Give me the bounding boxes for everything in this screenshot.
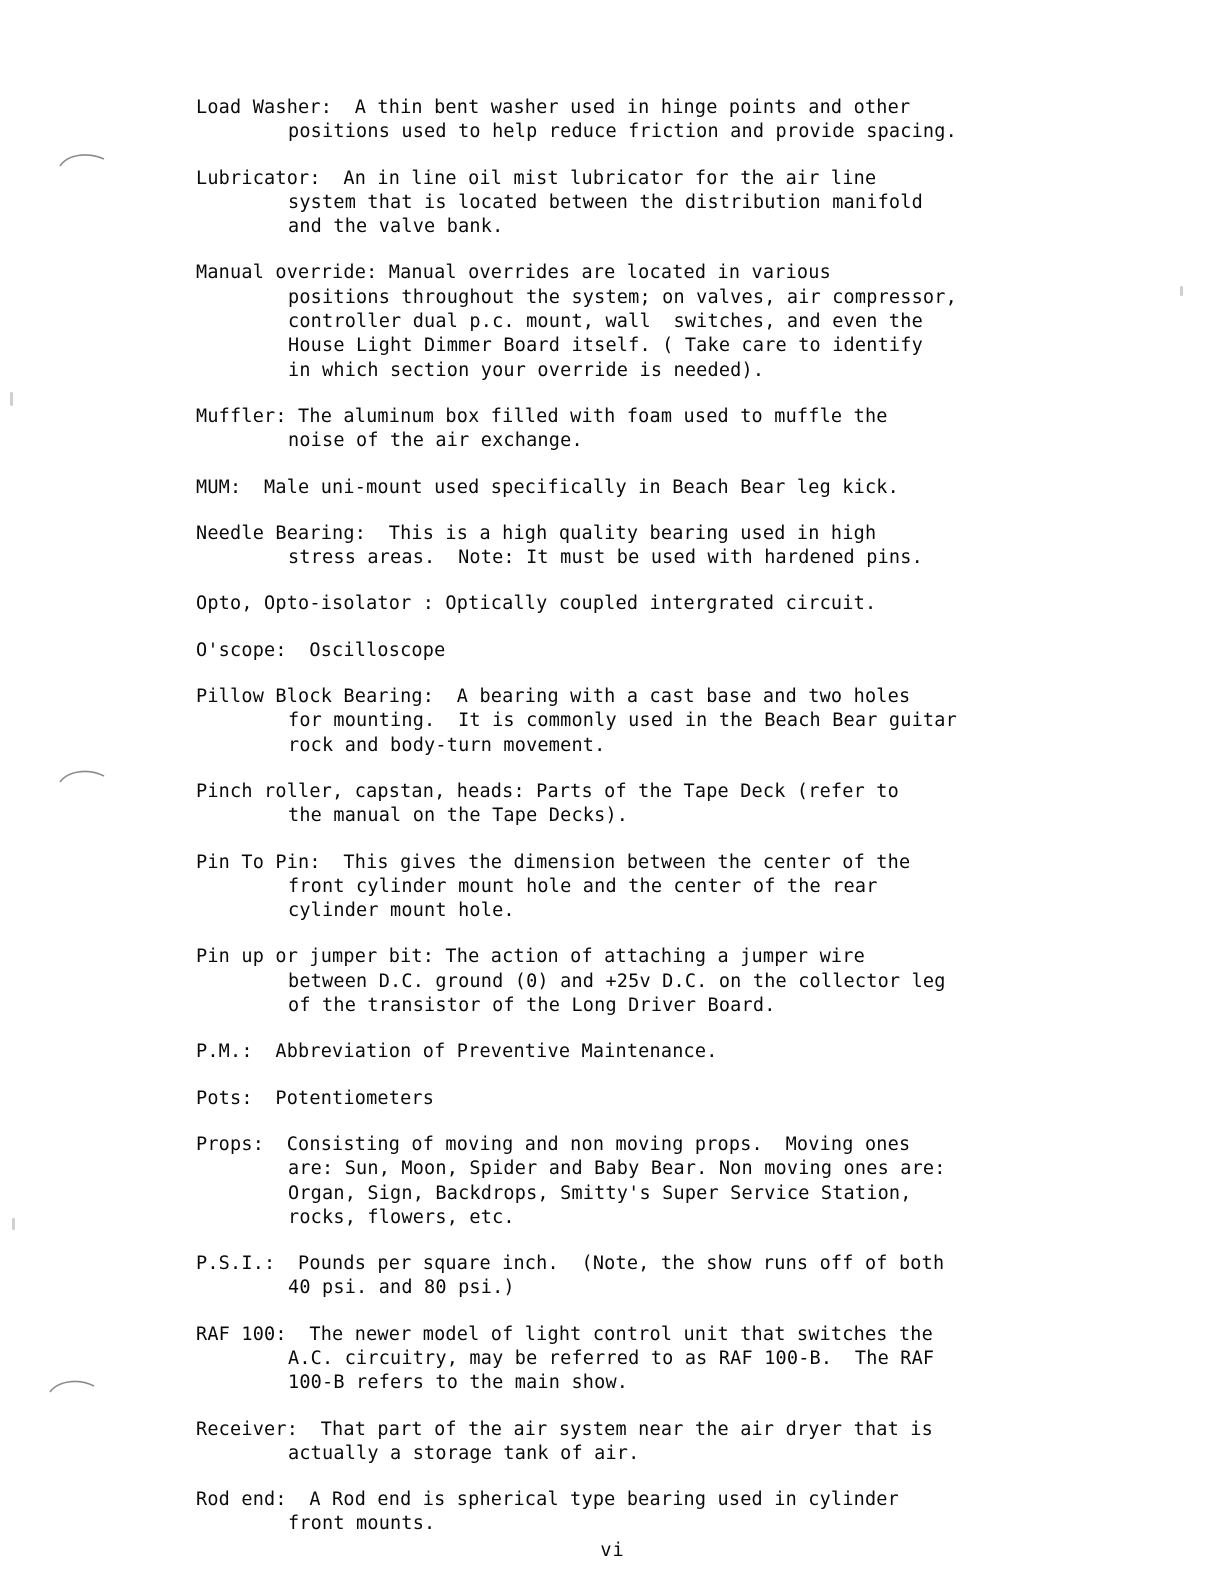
glossary-line: House Light Dimmer Board itself. ( Take care to identify	[288, 335, 923, 357]
page-curl-mark-icon	[58, 768, 106, 786]
glossary-line: Props: Consisting of moving and non moving props. Moving ones	[196, 1133, 911, 1155]
glossary-line: 100-B refers to the main show.	[288, 1372, 629, 1394]
glossary-line: actually a storage tank of air.	[288, 1442, 640, 1464]
glossary-entry-pillow-block-bearing	[196, 685, 1116, 758]
glossary-entry-opto-isolator	[196, 592, 1116, 616]
glossary-line: system that is located between the distribution manifold	[288, 191, 923, 213]
glossary-line: noise of the air exchange.	[288, 430, 583, 452]
glossary-line: P.M.: Abbreviation of Preventive Maintenance.	[196, 1041, 718, 1063]
page-curl-mark-icon	[58, 152, 106, 170]
glossary-line: Manual override: Manual overrides are located in various	[196, 262, 831, 284]
glossary-entry-pin-to-pin	[196, 851, 1116, 924]
glossary-line: Pinch roller, capstan, heads: Parts of the Tape Deck (refer to	[196, 780, 899, 802]
glossary-line: P.S.I.: Pounds per square inch. (Note, the show runs off of both	[196, 1253, 945, 1275]
glossary-line: cylinder mount hole.	[288, 900, 515, 922]
glossary-line: Opto, Opto-isolator : Optically coupled intergrated circuit.	[196, 593, 877, 615]
glossary-line: RAF 100: The newer model of light control unit that switches the	[196, 1323, 933, 1345]
glossary-entry-rod-end	[196, 1488, 1116, 1537]
glossary-line: Pillow Block Bearing: A bearing with a cast base and two holes	[196, 686, 911, 708]
glossary-entry-pinch-roller	[196, 780, 1116, 829]
glossary-line: controller dual p.c. mount, wall switches, and even the	[288, 311, 923, 333]
page-number: vi	[600, 1540, 625, 1561]
glossary-line: Pots: Potentiometers	[196, 1087, 435, 1109]
glossary-line: A.C. circuitry, may be referred to as RAF 100-B. The RAF	[288, 1347, 935, 1369]
glossary-line: are: Sun, Moon, Spider and Baby Bear. Non moving ones are:	[288, 1158, 946, 1180]
glossary-line: MUM: Male uni-mount used specifically in Beach Bear leg kick.	[196, 476, 899, 498]
glossary-line: front mounts.	[288, 1513, 436, 1535]
glossary-entry-props	[196, 1133, 1116, 1230]
glossary-line: stress areas. Note: It must be used with hardened pins.	[288, 547, 923, 569]
scan-speck	[1180, 286, 1183, 296]
glossary-entry-pm	[196, 1040, 1116, 1064]
glossary-line: Needle Bearing: This is a high quality bearing used in high	[196, 522, 877, 544]
glossary-line: 40 psi. and 80 psi.)	[288, 1277, 515, 1299]
glossary-entry-muffler	[196, 405, 1116, 454]
glossary-line: Pin To Pin: This gives the dimension between the center of the	[196, 851, 911, 873]
glossary-line: for mounting. It is commonly used in the Beach Bear guitar	[288, 710, 957, 732]
glossary-line: positions used to help reduce friction and provide spacing.	[288, 121, 957, 143]
glossary-line: Rod end: A Rod end is spherical type bearing used in cylinder	[196, 1489, 899, 1511]
glossary-line: Pin up or jumper bit: The action of attaching a jumper wire	[196, 946, 865, 968]
glossary-line: Receiver: That part of the air system near the air dryer that is	[196, 1418, 933, 1440]
glossary-line: Lubricator: An in line oil mist lubricator for the air line	[196, 167, 877, 189]
scan-speck	[10, 392, 13, 406]
glossary-line: between D.C. ground (0) and +25v D.C. on the collector leg	[288, 970, 946, 992]
glossary-entry-pots	[196, 1087, 1116, 1111]
glossary-line: the manual on the Tape Decks).	[288, 805, 629, 827]
page-curl-mark-icon	[48, 1378, 96, 1396]
glossary-line: front cylinder mount hole and the center of the rear	[288, 875, 878, 897]
glossary-line: Load Washer: A thin bent washer used in hinge points and other	[196, 97, 911, 118]
glossary-line: rocks, flowers, etc.	[288, 1206, 515, 1228]
glossary-entry-mum	[196, 476, 1116, 500]
scan-speck	[12, 1218, 15, 1230]
glossary-entry-lubricator	[196, 167, 1116, 240]
glossary-line: rock and body-turn movement.	[288, 734, 606, 756]
glossary-body	[196, 96, 1116, 1559]
glossary-entry-load-washer	[196, 96, 1116, 145]
glossary-line: O'scope: Oscilloscope	[196, 639, 446, 661]
glossary-line: and the valve bank.	[288, 216, 504, 238]
glossary-entry-manual-override	[196, 261, 1116, 382]
glossary-entry-needle-bearing	[196, 522, 1116, 571]
glossary-entry-pin-up-jumper-bit	[196, 945, 1116, 1018]
glossary-line: positions throughout the system; on valves, air compressor,	[288, 286, 957, 308]
glossary-line: Organ, Sign, Backdrops, Smitty's Super Service Station,	[288, 1182, 912, 1204]
glossary-line: of the transistor of the Long Driver Board.	[288, 995, 776, 1017]
glossary-entry-oscope	[196, 639, 1116, 663]
glossary-line: in which section your override is needed).	[288, 359, 765, 381]
glossary-entry-raf-100	[196, 1323, 1116, 1396]
glossary-line: Muffler: The aluminum box filled with foam used to muffle the	[196, 405, 888, 427]
glossary-entry-psi	[196, 1252, 1116, 1301]
glossary-entry-receiver	[196, 1418, 1116, 1467]
